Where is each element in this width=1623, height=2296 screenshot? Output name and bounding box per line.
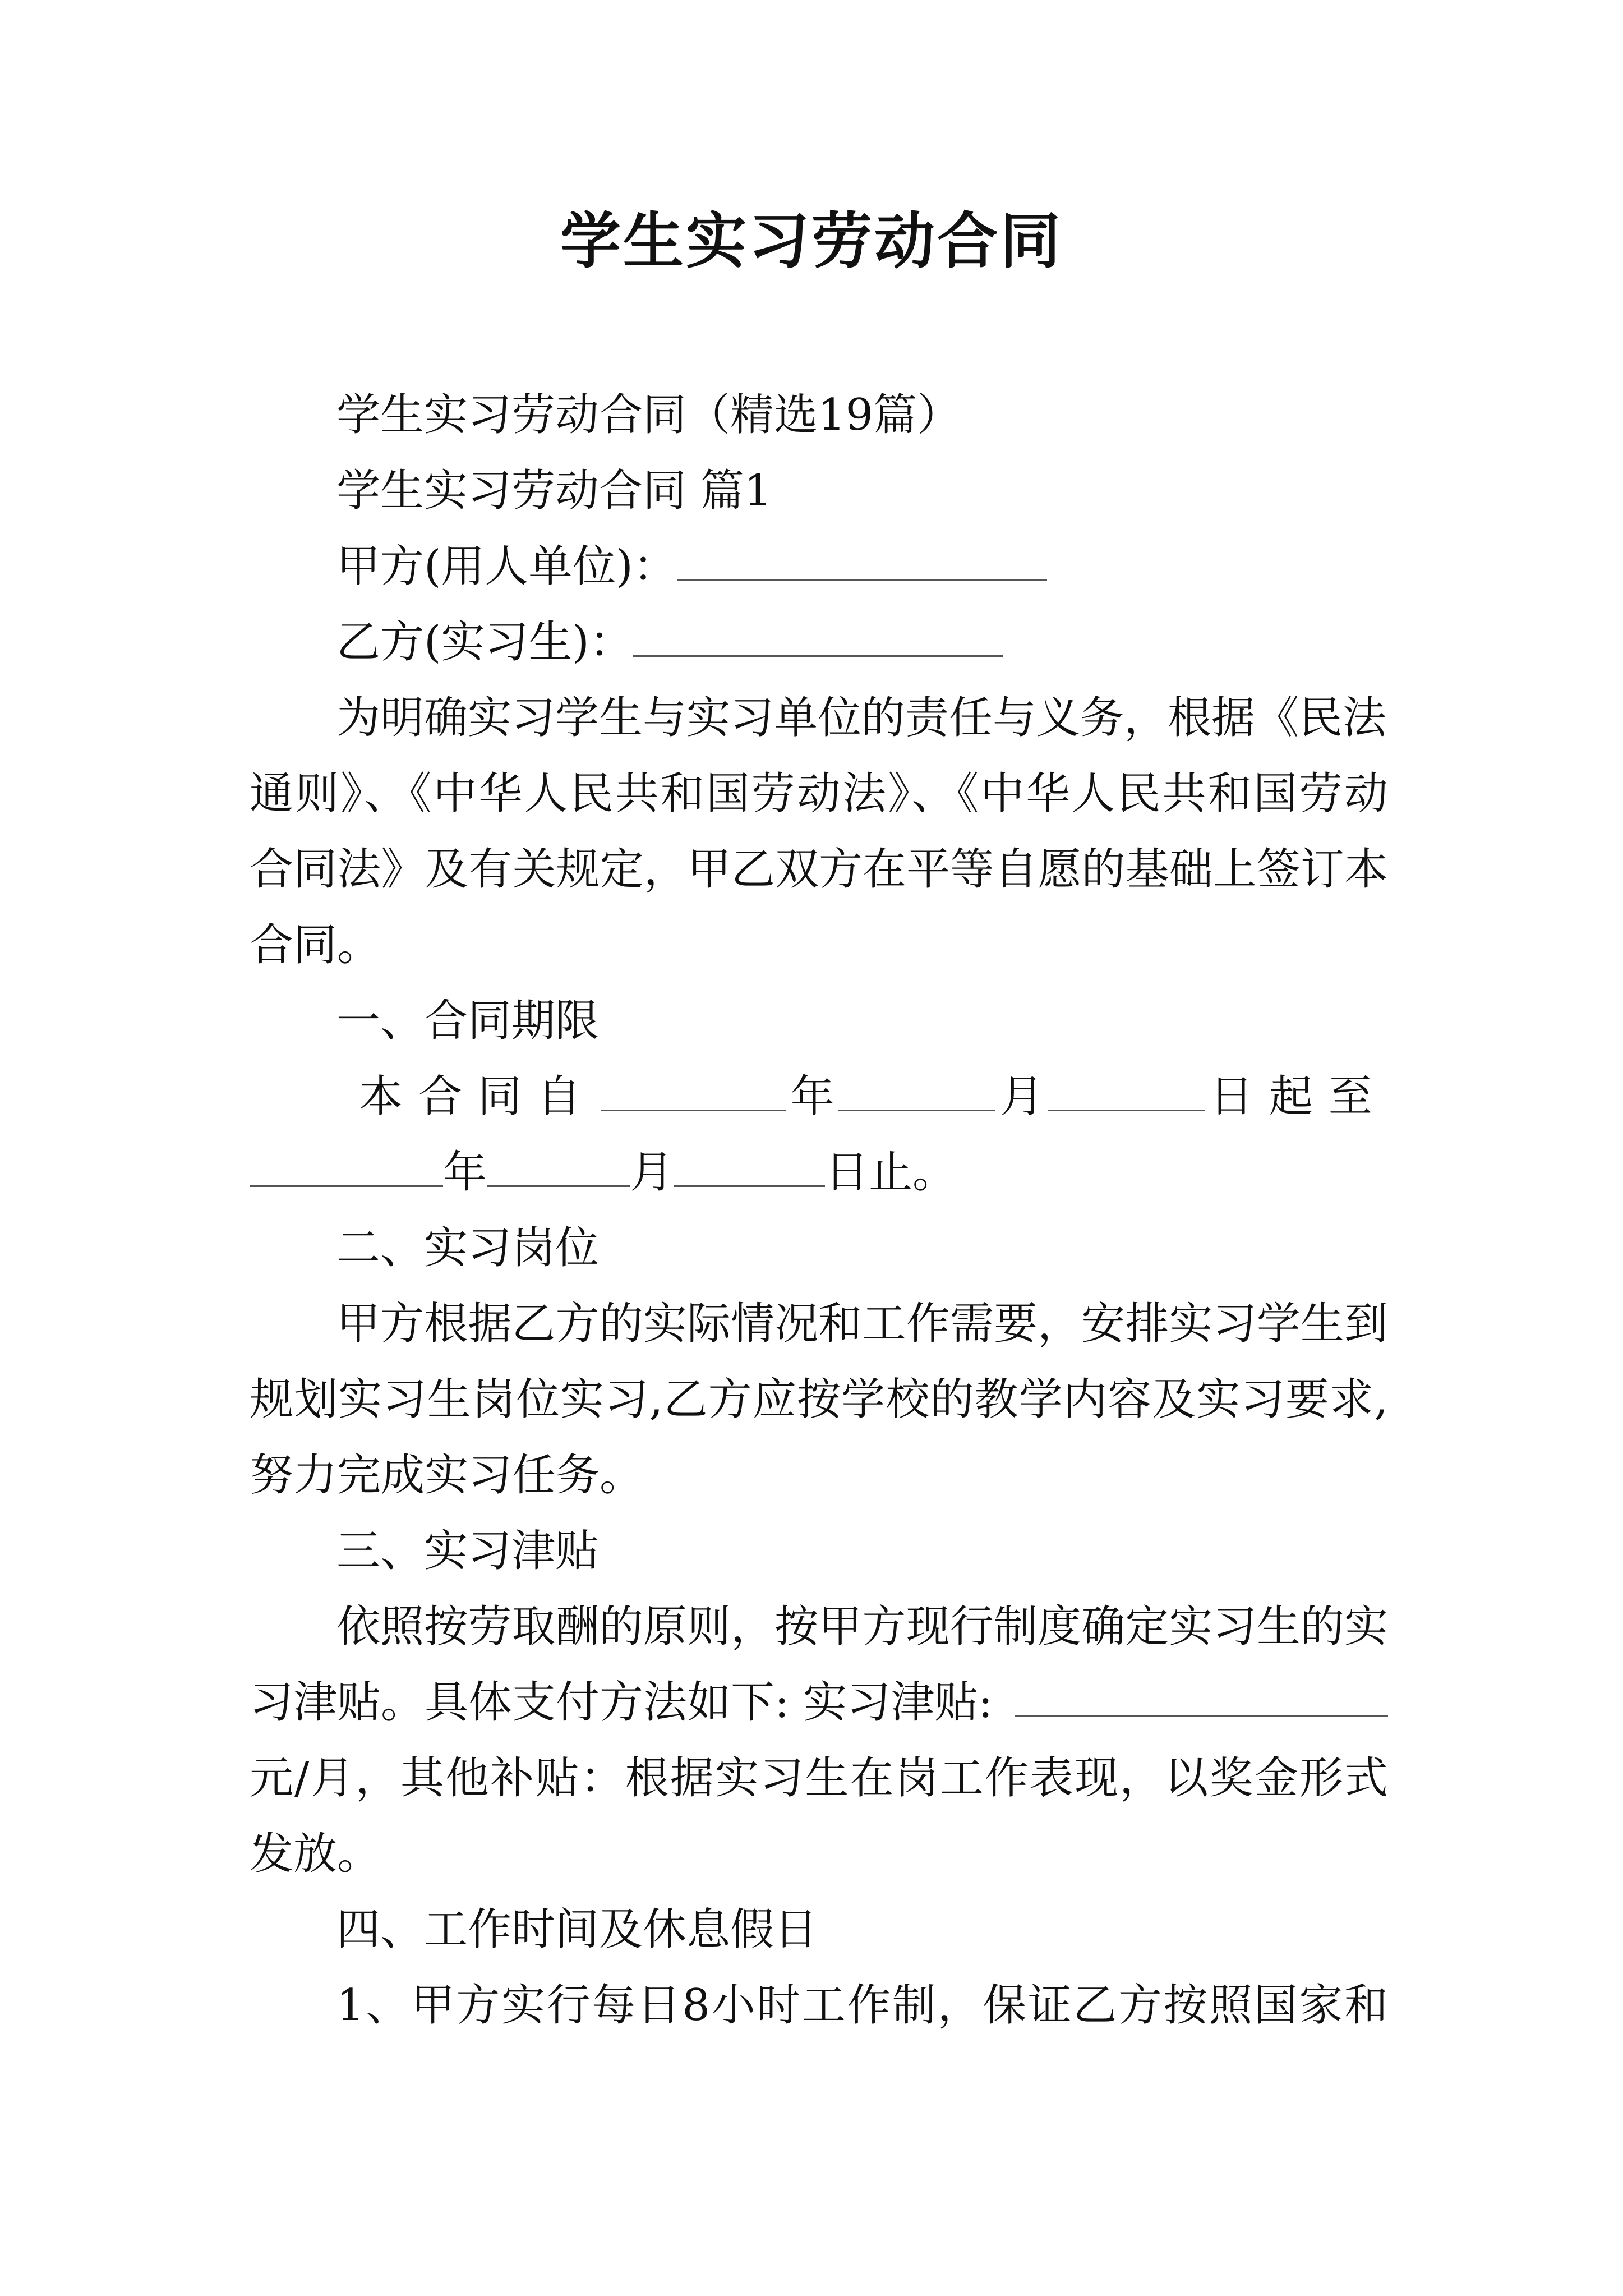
section4-line-1: 1、甲方实行每日8小时工作制，保证乙方按照国家和 — [336, 1980, 1388, 2031]
allowance-amount-blank — [1015, 1682, 1388, 1717]
preamble-line-1: 为明确实习学生与实习单位的责任与义务，根据《民法 — [336, 693, 1387, 743]
start-day-label: 日起至 — [1209, 1071, 1388, 1122]
subtitle-select: 学生实习劳动合同（精选19篇） — [336, 390, 961, 440]
party-b-line — [336, 609, 1475, 676]
party-a-label: 甲方(用人单位)： — [336, 541, 677, 592]
document-title: 学生实习劳动合同 — [560, 206, 1063, 277]
section4-heading: 四、工作时间及休息假日 — [336, 1904, 818, 1955]
start-year-blank — [601, 1076, 786, 1111]
party-a-line — [336, 533, 1475, 600]
end-year-label: 年 — [443, 1147, 487, 1198]
section2-line-2: 规划实习生岗位实习,乙方应按学校的教学内容及实习要求, — [250, 1374, 1388, 1425]
start-day-blank — [1048, 1076, 1205, 1111]
party-a-blank — [677, 546, 1047, 581]
section3-line-1: 依照按劳取酬的原则，按甲方现行制度确定实习生的实 — [336, 1602, 1388, 1652]
contract-start-prefix: 本合同自 — [359, 1071, 597, 1122]
preamble-line-4: 合同。 — [250, 920, 381, 970]
article-heading: 学生实习劳动合同 篇1 — [336, 466, 772, 516]
party-b-label: 乙方(实习生)： — [336, 617, 633, 668]
start-month-blank — [838, 1076, 995, 1111]
end-day-blank — [674, 1152, 825, 1187]
section2-heading: 二、实习岗位 — [336, 1223, 600, 1273]
section1-line-1 — [359, 1063, 1388, 1130]
section2-line-1: 甲方根据乙方的实际情况和工作需要，安排实习学生到 — [336, 1299, 1388, 1349]
end-year-blank — [250, 1152, 443, 1187]
end-month-label: 月 — [630, 1147, 674, 1198]
preamble-line-3: 合同法》及有关规定，甲乙双方在平等自愿的基础上签订本 — [250, 844, 1388, 895]
allowance-label: 习津贴。具体支付方法如下: 实习津贴: — [250, 1677, 993, 1728]
section1-heading: 一、合同期限 — [336, 996, 600, 1046]
end-month-blank — [487, 1152, 630, 1187]
section2-line-3: 努力完成实习任务。 — [250, 1450, 644, 1501]
start-month-label: 月 — [1000, 1071, 1044, 1122]
section1-line-2 — [250, 1139, 1388, 1206]
section3-line-3: 元/月，其他补贴：根据实习生在岗工作表现，以奖金形式 — [250, 1753, 1388, 1803]
party-b-blank — [633, 622, 1003, 657]
section3-line-4: 发放。 — [250, 1829, 381, 1879]
end-day-label: 日止。 — [825, 1147, 957, 1198]
preamble-line-2: 通则》、《中华人民共和国劳动法》、《中华人民共和国劳动 — [250, 769, 1388, 819]
start-year-label: 年 — [790, 1071, 834, 1122]
section3-heading: 三、实习津贴 — [336, 1526, 600, 1576]
section3-line-2 — [250, 1669, 1388, 1736]
